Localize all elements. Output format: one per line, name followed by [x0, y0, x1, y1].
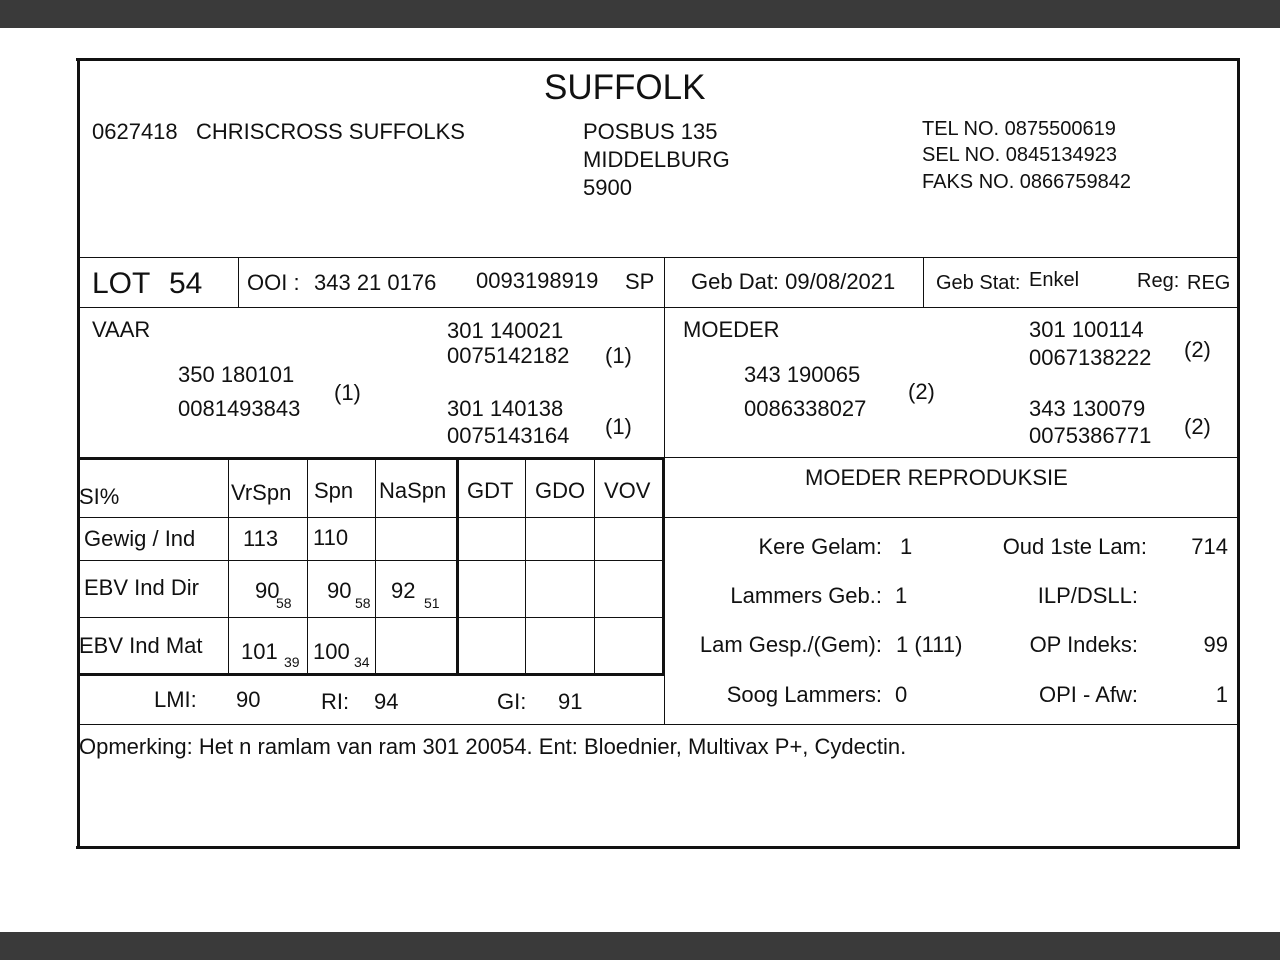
vaar-id: 0081493843: [178, 396, 301, 421]
lmi-value: 90: [236, 687, 261, 712]
vaar-sire-number: 301 140021: [447, 318, 564, 343]
ri-value: 94: [374, 689, 399, 714]
card-border-right: [1237, 58, 1240, 849]
animal-code: SP: [625, 269, 655, 294]
op-indeks-label: OP Indeks:: [1029, 632, 1138, 657]
row3-vrspn-acc: 39: [284, 654, 300, 670]
row1-spn: 110: [313, 525, 349, 550]
row1-vrspn: 113: [243, 526, 279, 551]
lot-label: LOT: [92, 267, 151, 300]
vaar-score: (1): [334, 380, 361, 405]
card-border-bottom: [76, 846, 1240, 849]
si-header-spn: Spn: [314, 478, 354, 503]
rule-reproduksie-title: [665, 517, 1237, 518]
tel-number: TEL NO. 0875500619: [922, 118, 1116, 140]
lam-gesp-value: 1 (111): [896, 632, 963, 657]
row2-spn-acc: 58: [355, 595, 371, 611]
card-border-top: [76, 58, 1240, 61]
rule-col-spn: [375, 459, 376, 674]
moeder-label: MOEDER: [683, 317, 780, 342]
moeder-sire-score: (2): [1184, 337, 1211, 362]
row2-naspn: 92: [391, 578, 416, 603]
geb-stat-label: Geb Stat:: [936, 272, 1021, 294]
rule-table-header: [80, 517, 665, 518]
kere-gelam-value: 1: [900, 534, 913, 559]
top-dark-band: [0, 0, 1280, 28]
breeder-number: 0627418: [92, 119, 178, 144]
rule-pedigree-bottom-right: [665, 457, 1237, 458]
lmi-label: LMI:: [154, 687, 197, 712]
si-header-gdt: GDT: [467, 478, 514, 503]
lammers-geb-value: 1: [895, 583, 908, 608]
rule-gebstat-divider: [923, 257, 924, 307]
gi-value: 91: [558, 689, 583, 714]
row3-spn: 100: [313, 639, 350, 664]
ilp-dsll-label: ILP/DSLL:: [1037, 583, 1138, 608]
ooi-number: 343 21 0176: [314, 270, 437, 295]
op-indeks-value: 99: [1203, 632, 1228, 657]
reg-value: REG: [1187, 272, 1231, 294]
opmerking-text: Opmerking: Het n ramlam van ram 301 20054. Ent: Bloednier, Multivax P+, Cydectin.: [79, 734, 907, 759]
moeder-dam-number: 343 130079: [1029, 396, 1146, 421]
address-line-1: POSBUS 135: [583, 119, 718, 144]
rule-col-gdt: [525, 459, 526, 674]
soog-lammers-label: Soog Lammers:: [726, 682, 882, 707]
row2-vrspn: 90: [255, 578, 280, 603]
breeder-name: CHRISCROSS SUFFOLKS: [196, 119, 465, 144]
moeder-number: 343 190065: [744, 362, 861, 387]
moeder-sire-number: 301 100114: [1029, 317, 1144, 342]
address-line-3: 5900: [583, 175, 632, 200]
vaar-dam-id: 0075143164: [447, 423, 570, 448]
si-header-si: SI%: [79, 484, 120, 509]
row2-label: EBV Ind Dir: [84, 575, 199, 600]
rule-pedigree-bottom-left: [80, 457, 665, 460]
moeder-sire-id: 0067138222: [1029, 345, 1152, 370]
rule-col-naspn: [456, 459, 459, 674]
kere-gelam-label: Kere Gelam:: [758, 534, 882, 559]
vaar-sire-id: 0075142182: [447, 343, 570, 368]
vaar-sire-score: (1): [605, 343, 632, 368]
rule-lot-bottom: [80, 307, 1237, 308]
lammers-geb-label: Lammers Geb.:: [730, 583, 882, 608]
vaar-label: VAAR: [92, 317, 151, 342]
card-border-left: [77, 58, 80, 849]
opi-afw-value: 1: [1215, 682, 1228, 707]
rule-table-bottom: [80, 673, 665, 676]
vaar-dam-number: 301 140138: [447, 396, 564, 421]
si-header-vrspn: VrSpn: [231, 480, 292, 505]
oud-1ste-lam-value: 714: [1191, 534, 1228, 559]
rule-indexes-bottom: [80, 724, 1237, 725]
reg-label: Reg:: [1137, 270, 1180, 292]
animal-id: 0093198919: [476, 268, 599, 293]
moeder-dam-id: 0075386771: [1029, 423, 1152, 448]
sel-number: SEL NO. 0845134923: [922, 144, 1117, 166]
birth-date: Geb Dat: 09/08/2021: [691, 269, 896, 294]
row3-vrspn: 101: [241, 639, 278, 664]
row2-naspn-acc: 51: [424, 595, 440, 611]
rule-table-row2: [80, 617, 665, 618]
row3-label: EBV Ind Mat: [79, 633, 203, 658]
geb-stat-value: Enkel: [1029, 269, 1080, 291]
row1-label: Gewig / Ind: [84, 526, 196, 551]
si-header-naspn: NaSpn: [379, 478, 447, 503]
rule-table-row1: [80, 560, 665, 561]
gi-label: GI:: [497, 689, 527, 714]
faks-number: FAKS NO. 0866759842: [922, 171, 1132, 193]
moeder-dam-score: (2): [1184, 414, 1211, 439]
rule-col-si: [228, 459, 229, 674]
rule-col-vov: [662, 459, 665, 674]
ooi-label: OOI :: [247, 270, 300, 295]
row3-spn-acc: 34: [354, 654, 370, 670]
soog-lammers-value: 0: [895, 682, 908, 707]
ri-label: RI:: [321, 689, 350, 714]
breed-title: SUFFOLK: [544, 68, 706, 107]
address-line-2: MIDDELBURG: [583, 147, 730, 172]
vaar-dam-score: (1): [605, 414, 632, 439]
rule-col-vrspn: [307, 459, 308, 674]
oud-1ste-lam-label: Oud 1ste Lam:: [1002, 534, 1147, 559]
rule-lot-divider: [238, 257, 239, 307]
rule-col-gdo: [594, 459, 595, 674]
row2-spn: 90: [327, 578, 352, 603]
moeder-score: (2): [908, 379, 935, 404]
lam-gesp-label: Lam Gesp./(Gem):: [699, 632, 882, 657]
vaar-number: 350 180101: [178, 362, 295, 387]
si-header-vov: VOV: [604, 478, 651, 503]
rule-header-bottom: [80, 257, 1237, 258]
reproduksie-title: MOEDER REPRODUKSIE: [805, 465, 1068, 490]
moeder-id: 0086338027: [744, 396, 867, 421]
lot-number: 54: [169, 267, 203, 300]
opi-afw-label: OPI - Afw:: [1038, 682, 1138, 707]
si-header-gdo: GDO: [535, 478, 586, 503]
row2-vrspn-acc: 58: [276, 595, 292, 611]
bottom-dark-band: [0, 932, 1280, 960]
